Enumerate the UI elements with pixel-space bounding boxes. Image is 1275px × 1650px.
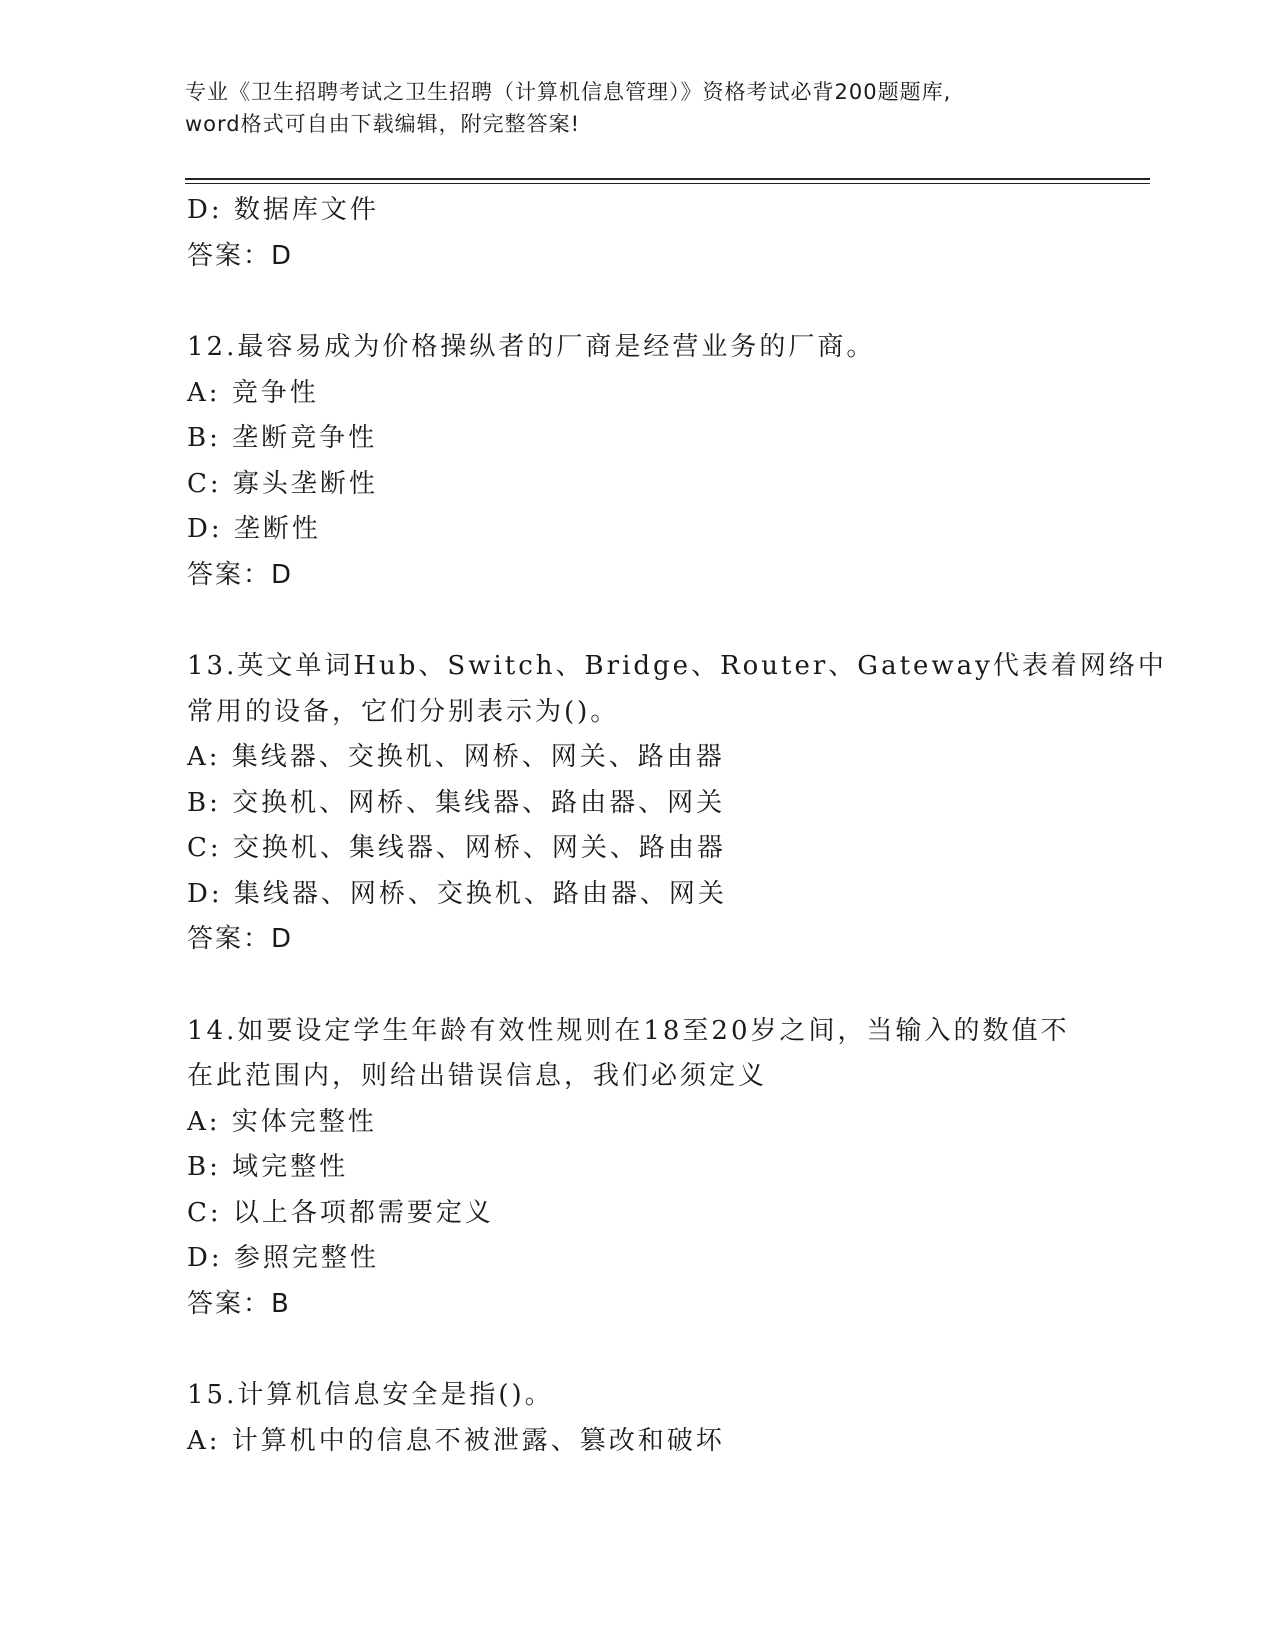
option-c: C: 寡头垄断性 [187,468,378,499]
question-stem: 13.英文单词Hub、Switch、Bridge、Router、Gateway代表着网络中 [187,651,1167,681]
document-body [187,188,1187,1464]
option-a: A: 集线器、交换机、网桥、网关、路由器 [187,742,725,772]
option-c: C: 交换机、集线器、网桥、网关、路由器 [187,833,726,863]
answer-line: 答案：D [187,924,294,954]
question-stem-cont: 在此范围内，则给出错误信息，我们必须定义 [187,1061,768,1091]
question-stem: 15.计算机信息安全是指()。 [187,1380,554,1410]
question-14 [187,1009,1187,1328]
option-a: A: 实体完整性 [187,1106,377,1137]
question-12 [187,325,1187,598]
question-13 [187,644,1187,963]
header-line-2: word格式可自由下载编辑，附完整答案! [185,112,581,136]
question-stem-cont: 常用的设备，它们分别表示为()。 [187,696,620,727]
option-d: D: 垄断性 [187,514,321,544]
option-b: B: 垄断竞争性 [187,423,378,453]
option-c: C: 以上各项都需要定义 [187,1197,494,1228]
option-b: B: 域完整性 [187,1152,349,1182]
header-divider-thin [185,183,1150,184]
question-11-continued [187,188,1187,279]
option-a: A: 计算机中的信息不被泄露、篡改和破坏 [187,1425,725,1456]
answer-line: 答案：D [187,240,294,271]
question-stem: 12.最容易成为价格操纵者的厂商是经营业务的厂商。 [187,332,876,362]
option-a: A: 竞争性 [187,377,319,408]
option-b: B: 交换机、网桥、集线器、路由器、网关 [187,787,726,818]
answer-line: 答案：B [187,1288,291,1319]
answer-line: 答案：D [187,559,294,590]
header-line-1: 专业《卫生招聘考试之卫生招聘（计算机信息管理）》资格考试必背200题题库, [185,80,952,104]
header-divider-thick [185,178,1150,180]
question-15 [187,1373,1187,1464]
option-d: D: 参照完整性 [187,1243,379,1273]
option-d: D: 集线器、网桥、交换机、路由器、网关 [187,878,727,909]
question-stem: 14.如要设定学生年龄有效性规则在18至20岁之间，当输入的数值不 [187,1015,1070,1046]
option-d: D: 数据库文件 [187,195,379,225]
document-header [185,76,1085,140]
